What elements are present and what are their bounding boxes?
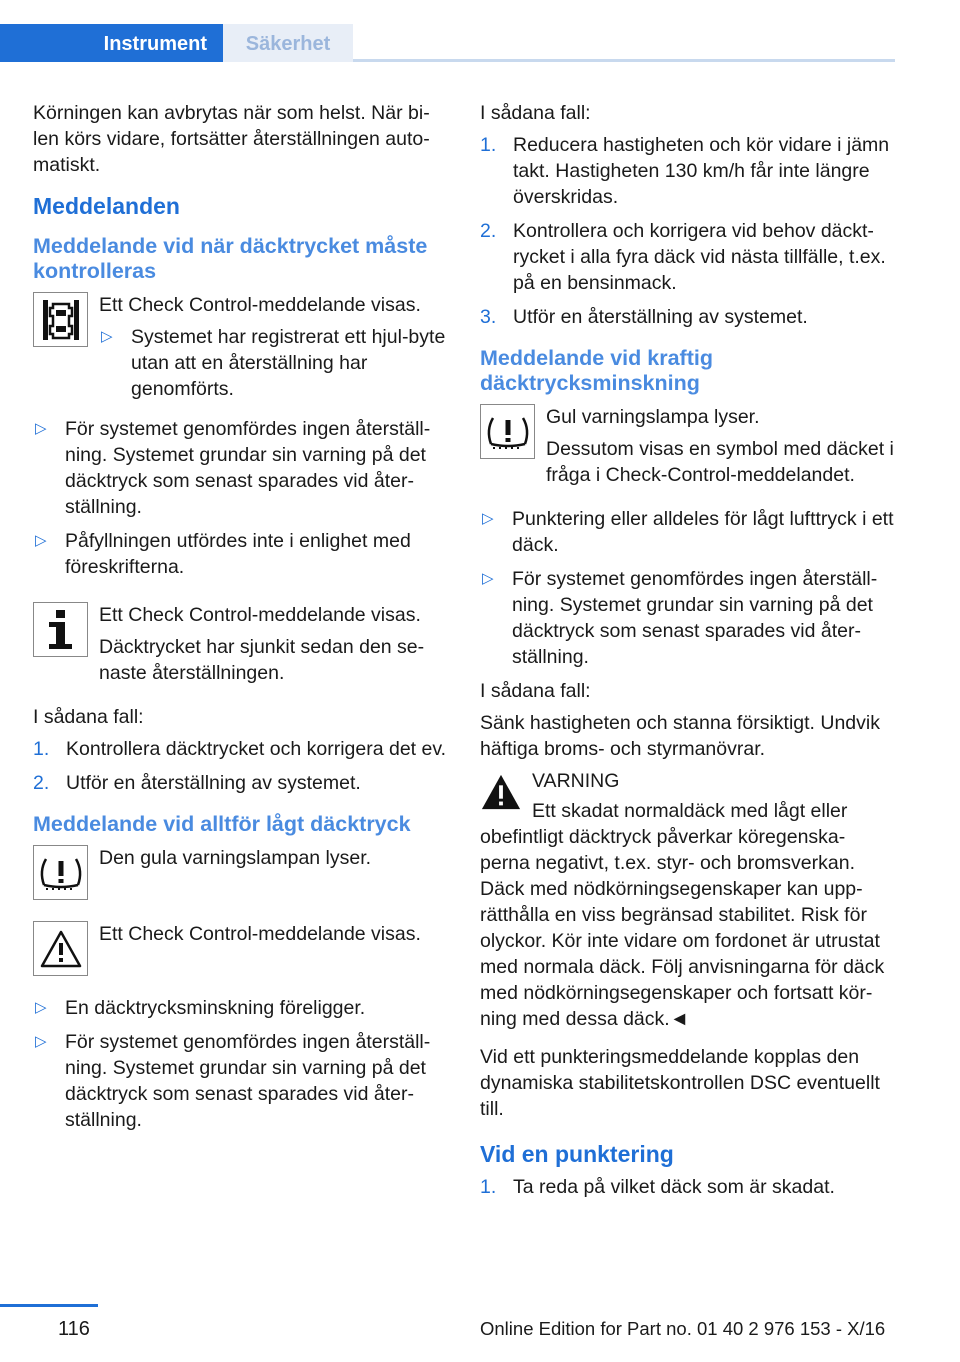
bullet-triangle-icon: ▷ [35, 532, 47, 549]
page-number: 116 [58, 1318, 90, 1340]
bullet-triangle-icon: ▷ [35, 1033, 47, 1050]
list-item: 1. Ta reda på vilket däck som är skadat. [480, 1176, 835, 1198]
right-column [480, 100, 895, 1210]
bullet-triangle-icon: ▷ [482, 510, 494, 527]
bullet-triangle-icon: ▷ [101, 328, 113, 345]
check-control-row [33, 292, 448, 402]
list-item: 3. Utför en återställning av systemet. [480, 306, 808, 328]
warning-triangle-icon [33, 921, 88, 976]
dsc-text: Vid ett punkteringsmeddelande kopplas den dynamiska stabilitetskontrollen DSC eventuellt till. [480, 1046, 880, 1120]
edition-note: Online Edition for Part no. 01 40 2 976 153 - X/16 [480, 1318, 886, 1339]
list-item: ▷ Påfyllningen utfördes inte i enlighet med föreskrifterna. [35, 530, 411, 578]
tyre-warning-icon [480, 404, 535, 459]
left-column [33, 100, 448, 1141]
low-cc-text: Ett Check Control-meddelande visas. [99, 923, 421, 945]
warning-title: VARNING [532, 770, 620, 792]
warning-triangle-icon [480, 772, 522, 812]
such-cases-label-2: I sådana fall: [480, 680, 591, 702]
tyre-warning-icon [33, 845, 88, 900]
list-item: ▷ Punktering eller alldeles för lågt lufttryck i ett däck. [482, 508, 894, 556]
warning-block [480, 768, 895, 1032]
low-lamp-text: Den gula varningslampan lyser. [99, 847, 372, 869]
such-cases-label: I sådana fall: [33, 706, 144, 728]
strong-lamp-row [480, 404, 895, 488]
heading-puncture: Vid en punktering [480, 1141, 674, 1167]
heading-check-pressure: Meddelande vid när däcktrycket måste kontrolleras [33, 234, 428, 283]
intro-paragraph: Körningen kan avbrytas när som helst. När bi-len körs vidare, fortsätter återställningen auto-matiskt. [33, 102, 430, 176]
brake-text: Sänk hastigheten och stanna försiktigt. Undvik häftiga broms- och styrmanövrar. [480, 712, 880, 760]
right-steps [480, 132, 895, 330]
info-row [33, 602, 448, 686]
bullet-triangle-icon: ▷ [482, 570, 494, 587]
heading-strong-loss: Meddelande vid kraftig däcktrycksminskning [480, 346, 713, 395]
list-item: ▷ För systemet genomfördes ingen återställ-ning. Systemet grundar sin varning på det däcktryck som senast sparades vid åter-ställning. [35, 1031, 431, 1131]
footer-rule [0, 1304, 98, 1307]
strong-bullet-list [480, 506, 895, 670]
list-item: ▷ Systemet har registrerat ett hjul-byte utan att en återställning har genomförts. [101, 326, 446, 400]
heading-low-pressure: Meddelande vid alltför lågt däcktryck [33, 812, 411, 836]
list-item: 1. Reducera hastigheten och kör vidare i jämn takt. Hastigheten 130 km/h får inte längre överskridas. [480, 134, 890, 208]
low-lamp-row [33, 845, 448, 901]
chapter-tabs [0, 24, 895, 62]
info-text-2: Däcktrycket har sjunkit sedan den se-naste återställningen. [99, 636, 425, 684]
tab-instrument[interactable]: Instrument [0, 24, 223, 62]
end-mark-icon: ◄ [669, 1008, 690, 1030]
info-text-1: Ett Check Control-meddelande visas. [99, 604, 421, 626]
low-bullet-list [33, 995, 448, 1133]
info-icon [33, 602, 88, 657]
list-item: ▷ För systemet genomfördes ingen återställ-ning. Systemet grundar sin varning på det däcktryck som senast sparades vid åter-ställning. [35, 418, 431, 518]
check-bullet-list [33, 416, 448, 580]
left-steps [33, 736, 448, 796]
puncture-steps [480, 1174, 895, 1200]
list-item: ▷ För systemet genomfördes ingen återställ-ning. Systemet grundar sin varning på det däcktryck som senast sparades vid åter-ställning. [482, 568, 878, 668]
bullet-triangle-icon: ▷ [35, 420, 47, 437]
list-item: 2. Utför en återställning av systemet. [33, 772, 361, 794]
heading-messages: Meddelanden [33, 193, 180, 219]
list-item: 2. Kontrollera och korrigera vid behov däckt-rycket i alla fyra däck vid nästa tillfälle, t.ex. på en bensinmack. [480, 220, 886, 294]
check-control-text: Ett Check Control-meddelande visas. [99, 294, 421, 316]
tab-sakerhet[interactable]: Säkerhet [223, 24, 353, 62]
car-tyre-icon [33, 292, 88, 347]
bullet-triangle-icon: ▷ [35, 999, 47, 1016]
strong-symbol-text: Dessutom visas en symbol med däcket i fråga i Check-Control-meddelandet. [546, 438, 894, 486]
list-item: ▷ En däcktrycksminskning föreligger. [35, 997, 366, 1019]
check-inner-list [99, 324, 448, 402]
such-cases-label: I sådana fall: [480, 102, 591, 124]
low-cc-row [33, 921, 448, 977]
strong-lamp-text: Gul varningslampa lyser. [546, 406, 760, 428]
warning-text: Ett skadat normaldäck med lågt eller obefintligt däcktryck påverkar köregenska-perna negativt, t.ex. styr- och bromsverkan. Däck med nödkörningsegenskaper kan upp-rätthålla en viss begränsad stabilitet. Risk för olyckor. Kör inte vidare om fordonet är utrustat med normala däck. Följ anvisningarna för däck med nödkörningsegenskaper och fortsatt kör-ning med dessa däck.◄ [480, 800, 885, 1030]
list-item: 1. Kontrollera däcktrycket och korrigera det ev. [33, 738, 447, 760]
